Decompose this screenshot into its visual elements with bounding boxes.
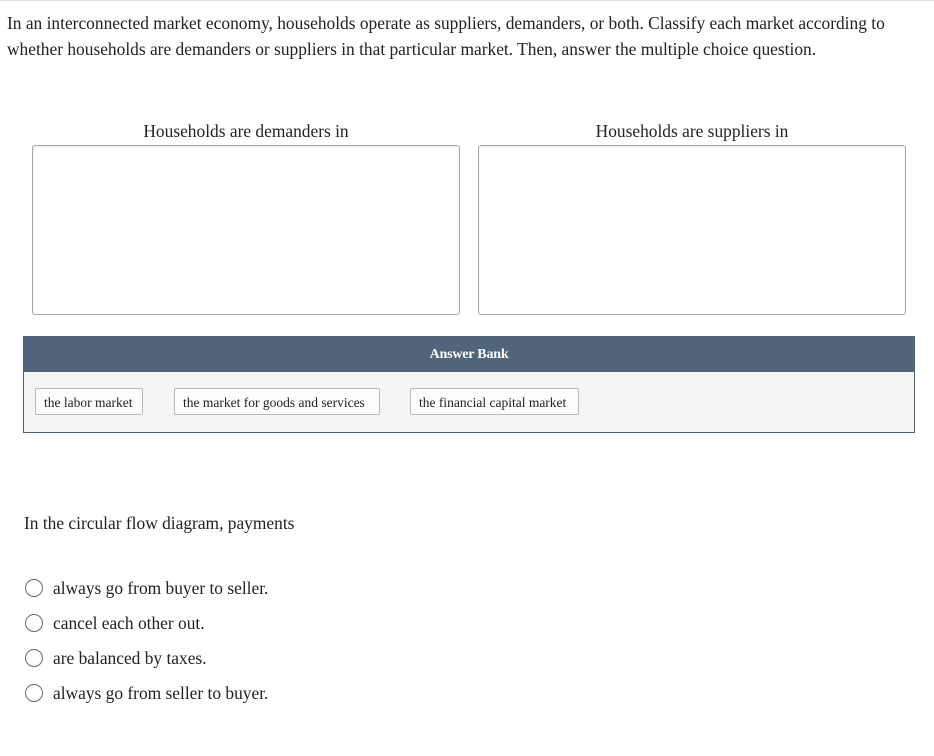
instructions-text: In an interconnected market economy, households operate as suppliers, demanders, or both. Classify each market according to whether households are demanders or suppliers in that particular market. Then, answer the multiple choice question. [7,13,885,59]
demanders-bin-label: Households are demanders in [143,121,349,141]
option-label: always go from buyer to seller. [53,577,269,598]
radio-button[interactable] [25,614,43,632]
answer-chip-goods-services-market[interactable]: the market for goods and services [174,388,380,415]
answer-bank-title: Answer Bank [24,337,914,372]
option-balanced-by-taxes[interactable] [25,640,268,675]
answer-bank [23,336,915,433]
radio-button[interactable] [25,649,43,667]
radio-button[interactable] [25,684,43,702]
radio-button[interactable] [25,579,43,597]
option-cancel-out[interactable] [25,605,268,640]
top-divider [0,0,934,1]
option-seller-to-buyer[interactable] [25,675,268,710]
suppliers-bin-label: Households are suppliers in [595,121,789,141]
option-label: always go from seller to buyer. [53,682,269,703]
answer-chip-financial-capital-market[interactable]: the financial capital market [410,388,579,415]
demanders-dropzone[interactable] [32,145,460,315]
option-buyer-to-seller[interactable] [25,570,268,605]
option-label: are balanced by taxes. [53,647,207,668]
option-label: cancel each other out. [53,612,205,633]
answer-options [25,570,268,710]
question-prompt: In the circular flow diagram, payments [24,513,295,533]
suppliers-dropzone[interactable] [478,145,906,315]
answer-chip-labor-market[interactable]: the labor market [35,388,143,415]
